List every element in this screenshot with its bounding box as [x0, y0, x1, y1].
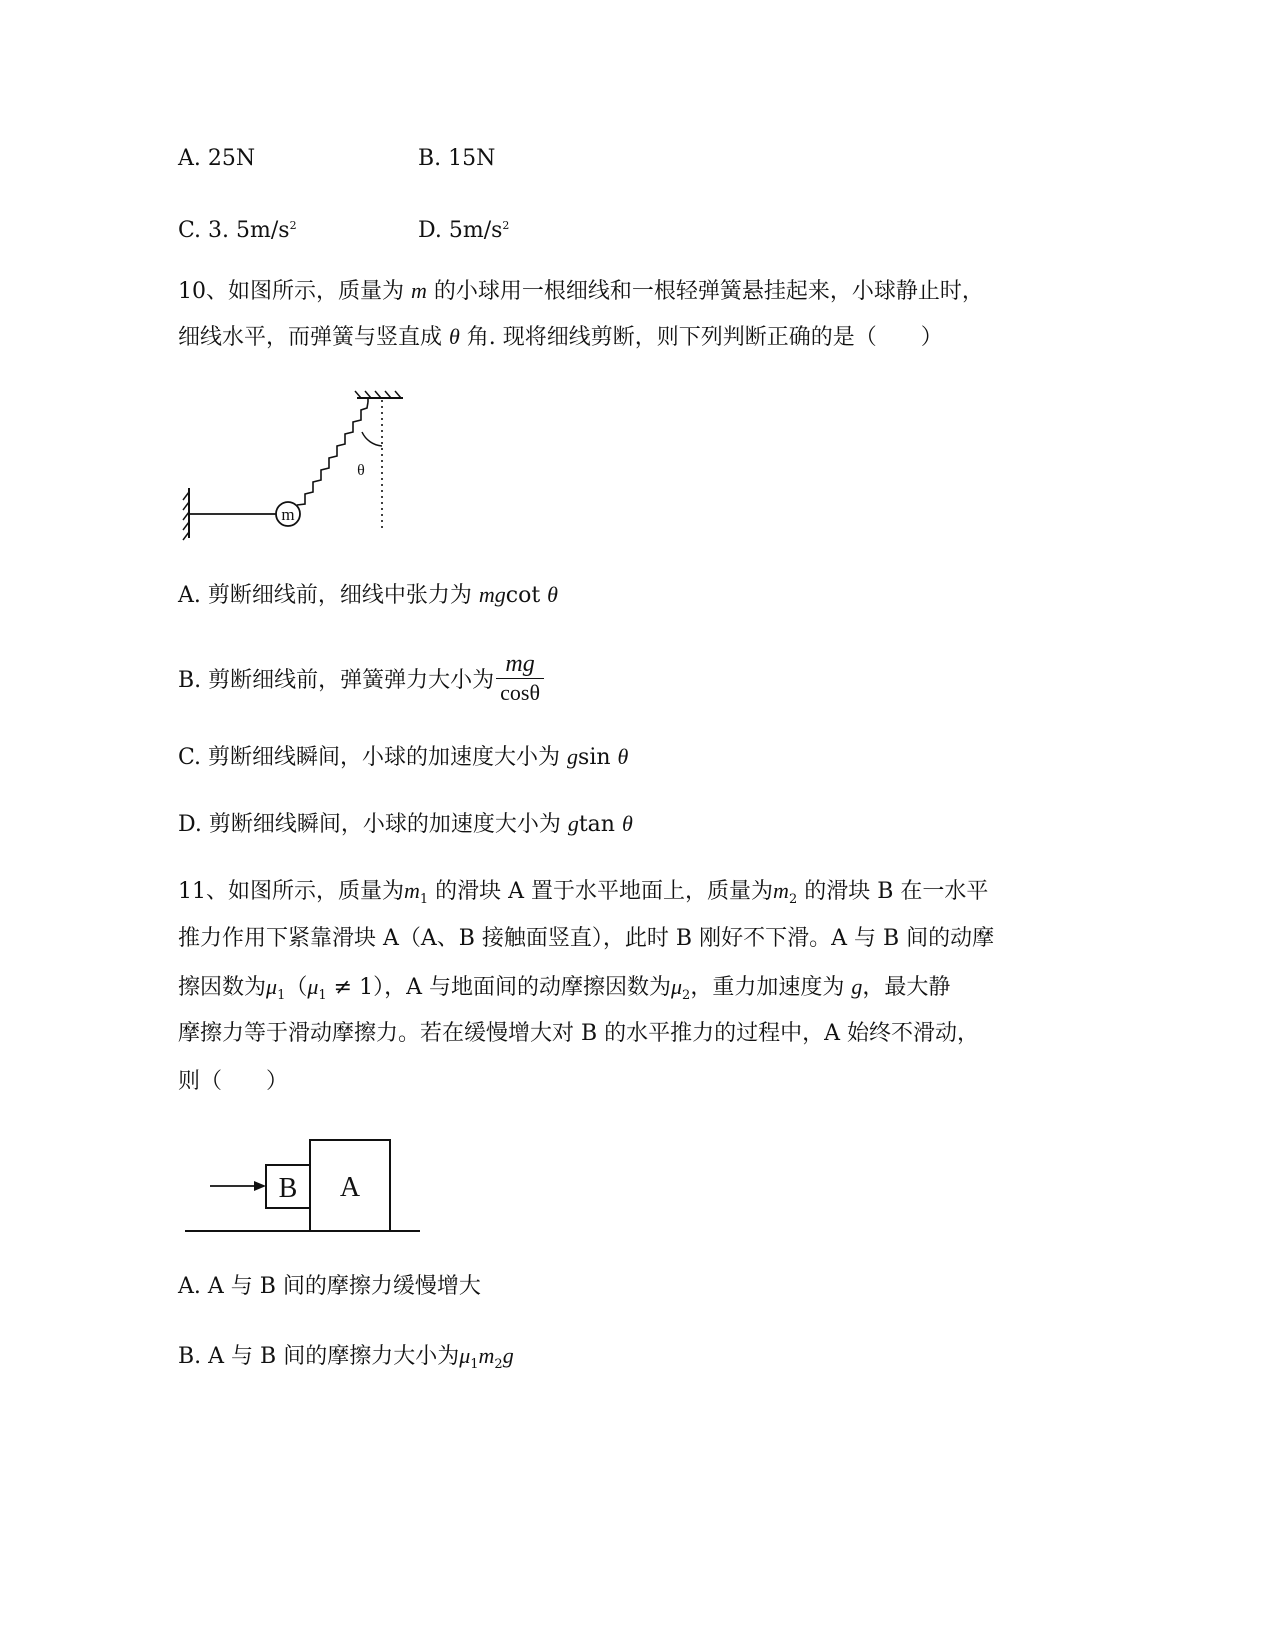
q10-stem-theta: θ — [449, 324, 460, 349]
q11-m1-sub: 1 — [419, 892, 429, 907]
option-c-prev — [178, 212, 297, 245]
q10-option-a-fn: cot — [505, 583, 548, 608]
q11-text-1: 11、如图所示，质量为 — [178, 879, 404, 904]
q11-mu2-sub: 2 — [682, 988, 691, 1003]
q11-text-5: （ — [285, 975, 308, 1000]
ceiling-hatch — [355, 391, 401, 398]
option-d-text: D. 5m/s — [418, 218, 503, 243]
q11-mu1-sub: 1 — [277, 988, 286, 1003]
q10-stem-line2 — [178, 323, 943, 352]
q11-g: g — [851, 974, 863, 999]
q10-option-d-var: g — [567, 811, 579, 836]
q11-figure — [180, 1130, 430, 1240]
block-b-label: B — [278, 1173, 298, 1204]
q10-option-c-var: g — [567, 744, 579, 769]
q11-stem-line4: 摩擦力等于滑动摩擦力。若在缓慢增大对 B 的水平推力的过程中，A 始终不滑动， — [178, 1021, 980, 1046]
q11-text-8: ，最大静 — [862, 975, 951, 1000]
q11-text-3: 的滑块 B 在一水平 — [797, 879, 989, 904]
block-a-label: A — [339, 1172, 361, 1203]
q11-stem-line2: 推力作用下紧靠滑块 A（A、B 接触面竖直），此时 B 刚好不下滑。A 与 B 间的动摩 — [178, 926, 995, 951]
option-d-sup: 2 — [502, 219, 510, 232]
q10-stem-text: 10、如图所示，质量为 — [178, 279, 411, 304]
q11-m1: m — [404, 878, 420, 903]
q11-option-b-m-sub: 2 — [494, 1357, 503, 1372]
angle-arc — [362, 432, 382, 446]
q11-stem-line1 — [178, 877, 988, 914]
q10-option-c — [178, 743, 628, 772]
q11-text-7: ，重力加速度为 — [690, 975, 852, 1000]
q10-stem-m: m — [411, 278, 427, 303]
q10-option-a-text: A. 剪断细线前，细线中张力为 — [178, 583, 479, 608]
q11-mu1b-sub: 1 — [318, 988, 327, 1003]
q11-option-b-m: m — [478, 1343, 495, 1368]
q10-option-d-fn: tan — [578, 812, 622, 837]
q11-text-2: 的滑块 A 置于水平地面上，质量为 — [428, 879, 774, 904]
q10-stem-line1 — [178, 277, 984, 306]
q10-option-d — [178, 810, 633, 839]
q11-mu1: μ — [266, 974, 278, 999]
q10-option-a-var: mg — [478, 582, 506, 607]
option-c-sup: 2 — [289, 219, 297, 232]
q10-stem-text-4: 角. 现将细线剪断，则下列判断正确的是（ ） — [459, 325, 943, 350]
ball-label: m — [281, 505, 295, 524]
q11-text-6: ≠ 1），A 与地面间的动摩擦因数为 — [326, 975, 671, 1000]
q11-m2: m — [773, 878, 789, 903]
fraction-denominator: cosθ — [500, 680, 541, 705]
option-a-prev: A. 25N — [178, 146, 256, 171]
q10-option-d-text: D. 剪断细线瞬间，小球的加速度大小为 — [178, 812, 568, 837]
q11-option-a: A. A 与 B 间的摩擦力缓慢增大 — [178, 1274, 481, 1299]
q11-stem-line5: 则（ ） — [178, 1069, 289, 1094]
q10-figure — [175, 380, 415, 550]
q11-option-b-mu-sub: 1 — [470, 1357, 479, 1372]
spring — [297, 402, 368, 505]
q10-option-c-theta: θ — [617, 744, 629, 769]
q11-option-b — [178, 1342, 514, 1379]
q11-stem-line3 — [178, 973, 950, 1010]
option-b-prev: B. 15N — [418, 146, 496, 171]
q11-mu1b: μ — [307, 974, 319, 999]
q10-option-d-theta: θ — [621, 811, 633, 836]
q11-option-b-text: B. A 与 B 间的摩擦力大小为 — [178, 1344, 460, 1369]
q10-option-b — [178, 650, 544, 707]
q10-stem-text-3: 细线水平，而弹簧与竖直成 — [178, 325, 449, 350]
q11-m2-sub: 2 — [788, 892, 798, 907]
q10-option-b-fraction — [496, 650, 544, 707]
angle-label: θ — [357, 462, 365, 479]
q10-option-b-text: B. 剪断细线前，弹簧弹力大小为 — [178, 668, 495, 693]
q10-option-a-theta: θ — [547, 582, 558, 607]
q10-option-c-text: C. 剪断细线瞬间，小球的加速度大小为 — [178, 745, 568, 770]
q10-stem-text-2: 的小球用一根细线和一根轻弹簧悬挂起来，小球静止时， — [426, 279, 984, 304]
option-d-prev — [418, 212, 509, 245]
q11-option-b-g: g — [502, 1343, 514, 1368]
q11-mu2: μ — [671, 974, 683, 999]
push-arrow-head — [254, 1181, 266, 1191]
q10-option-a — [178, 581, 558, 610]
q10-option-c-fn: sin — [578, 745, 618, 770]
fraction-numerator: mg — [496, 650, 544, 679]
q11-option-b-mu: μ — [459, 1343, 471, 1368]
q11-text-4: 擦因数为 — [178, 975, 267, 1000]
option-c-text: C. 3. 5m/s — [178, 218, 290, 243]
